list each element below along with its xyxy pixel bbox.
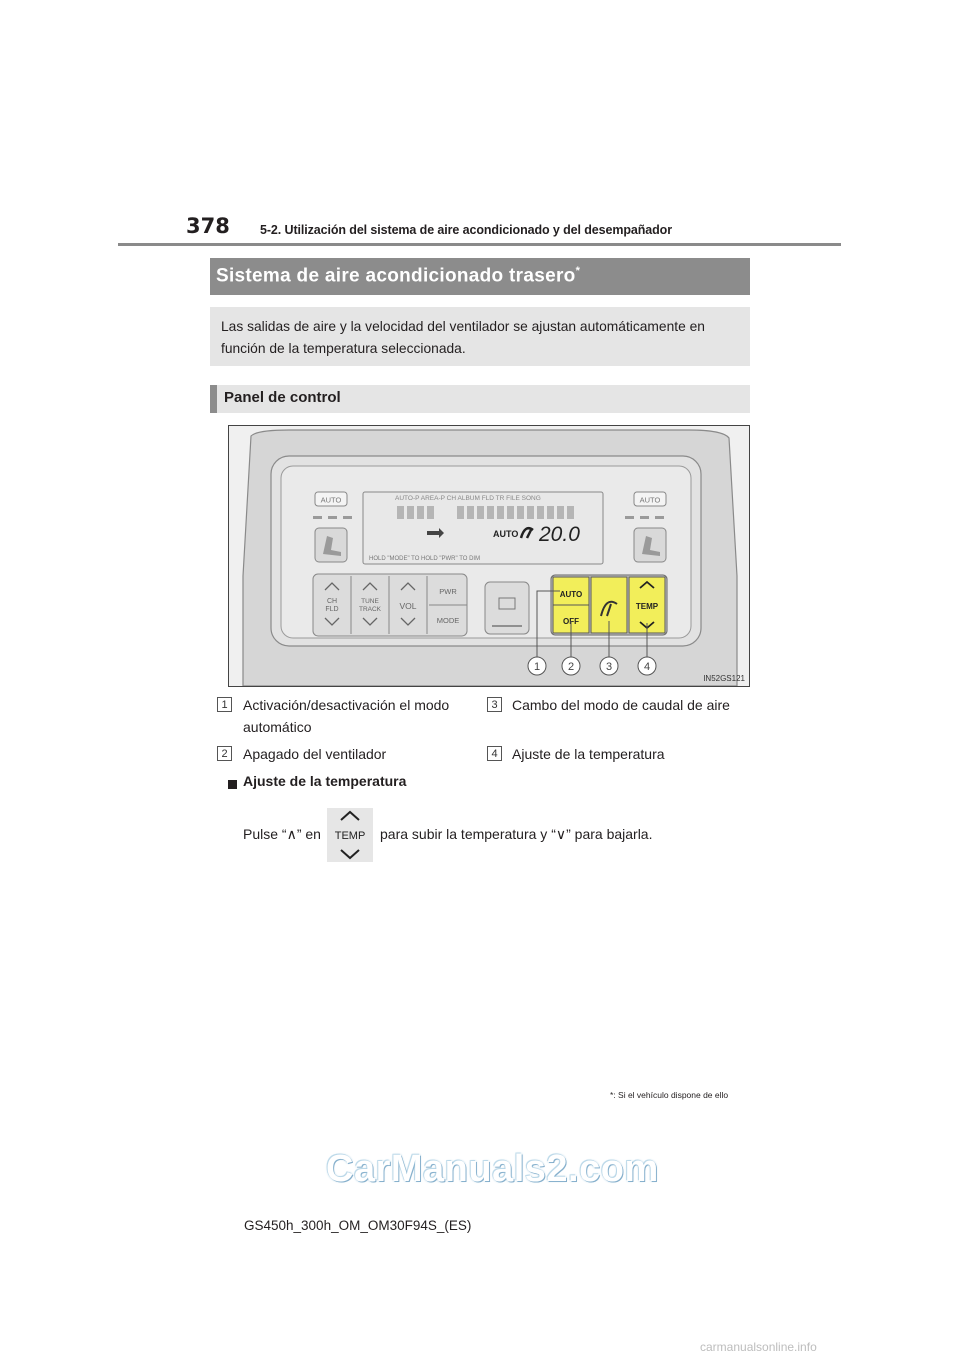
callout-4: 4	[643, 661, 651, 673]
control-panel-figure	[228, 425, 750, 687]
temp-instruction-start: Pulse “∧” en	[243, 826, 321, 842]
vol-label: VOL	[399, 601, 417, 611]
pwr-label: PWR	[439, 587, 457, 596]
intro-text: Las salidas de aire y la velocidad del ventilador se ajustan automáticamente en función de la temperatura seleccionada.	[221, 319, 705, 356]
legend-number-4: 4	[487, 746, 502, 761]
auto-button-label: AUTO	[559, 590, 583, 599]
temp-button-icon	[327, 808, 373, 862]
tune-label: TUNE	[361, 598, 379, 605]
mode-label: MODE	[436, 616, 460, 625]
track-label: TRACK	[358, 606, 382, 613]
temp-button-label: TEMP	[635, 602, 659, 611]
legend-text-3: Cambo del modo de caudal de aire	[512, 697, 730, 713]
temp-instruction-end: para subir la temperatura y “∨” para bajarla.	[380, 826, 653, 842]
page-number: 378	[186, 214, 230, 238]
legend-number-3: 3	[487, 697, 502, 712]
temp-icon-label: TEMP	[334, 830, 366, 842]
display-bottom-line: HOLD "MODE" TO HOLD "PWR" TO DIM	[369, 556, 481, 562]
display-top-line: AUTO-P AREA-P CH ALBUM FLD TR FILE SONG	[395, 495, 541, 502]
auto-right-label: AUTO	[639, 495, 661, 505]
fld-label: FLD	[325, 606, 339, 613]
display-temperature: 20.0	[539, 523, 580, 546]
section-title	[216, 265, 580, 287]
ch-label: CH	[326, 598, 338, 605]
model-code: GS450h_300h_OM_OM30F94S_(ES)	[244, 1218, 472, 1233]
callout-2: 2	[567, 661, 575, 673]
legend-text-4: Ajuste de la temperatura	[512, 746, 665, 762]
legend-number-1: 1	[217, 697, 232, 712]
watermark: CarManuals2.com	[326, 1148, 659, 1190]
figure-code: IN52GS121	[703, 674, 745, 683]
callout-3: 3	[605, 661, 613, 673]
watermark-secondary: carmanualsonline.info	[700, 1340, 817, 1354]
off-button-label: OFF	[563, 617, 579, 626]
temp-section-title: Ajuste de la temperatura	[243, 773, 407, 789]
section-asterisk: *	[575, 265, 581, 277]
callout-1: 1	[533, 661, 541, 673]
section-title-text: Sistema de aire acondicionado trasero	[216, 265, 576, 287]
legend-text-1: Activación/desactivación el modo automático	[243, 697, 450, 735]
subsection-title: Panel de control	[224, 389, 341, 406]
display-mode: AUTO	[493, 529, 519, 539]
bullet-square	[228, 780, 237, 789]
footnote: *: Si el vehículo dispone de ello	[610, 1090, 729, 1100]
chapter-heading: 5-2. Utilización del sistema de aire acondicionado y del desempañador	[260, 223, 672, 237]
legend-number-2: 2	[217, 746, 232, 761]
header-rule	[118, 243, 841, 246]
legend-text-2: Apagado del ventilador	[243, 746, 387, 762]
auto-left-label: AUTO	[320, 495, 342, 505]
